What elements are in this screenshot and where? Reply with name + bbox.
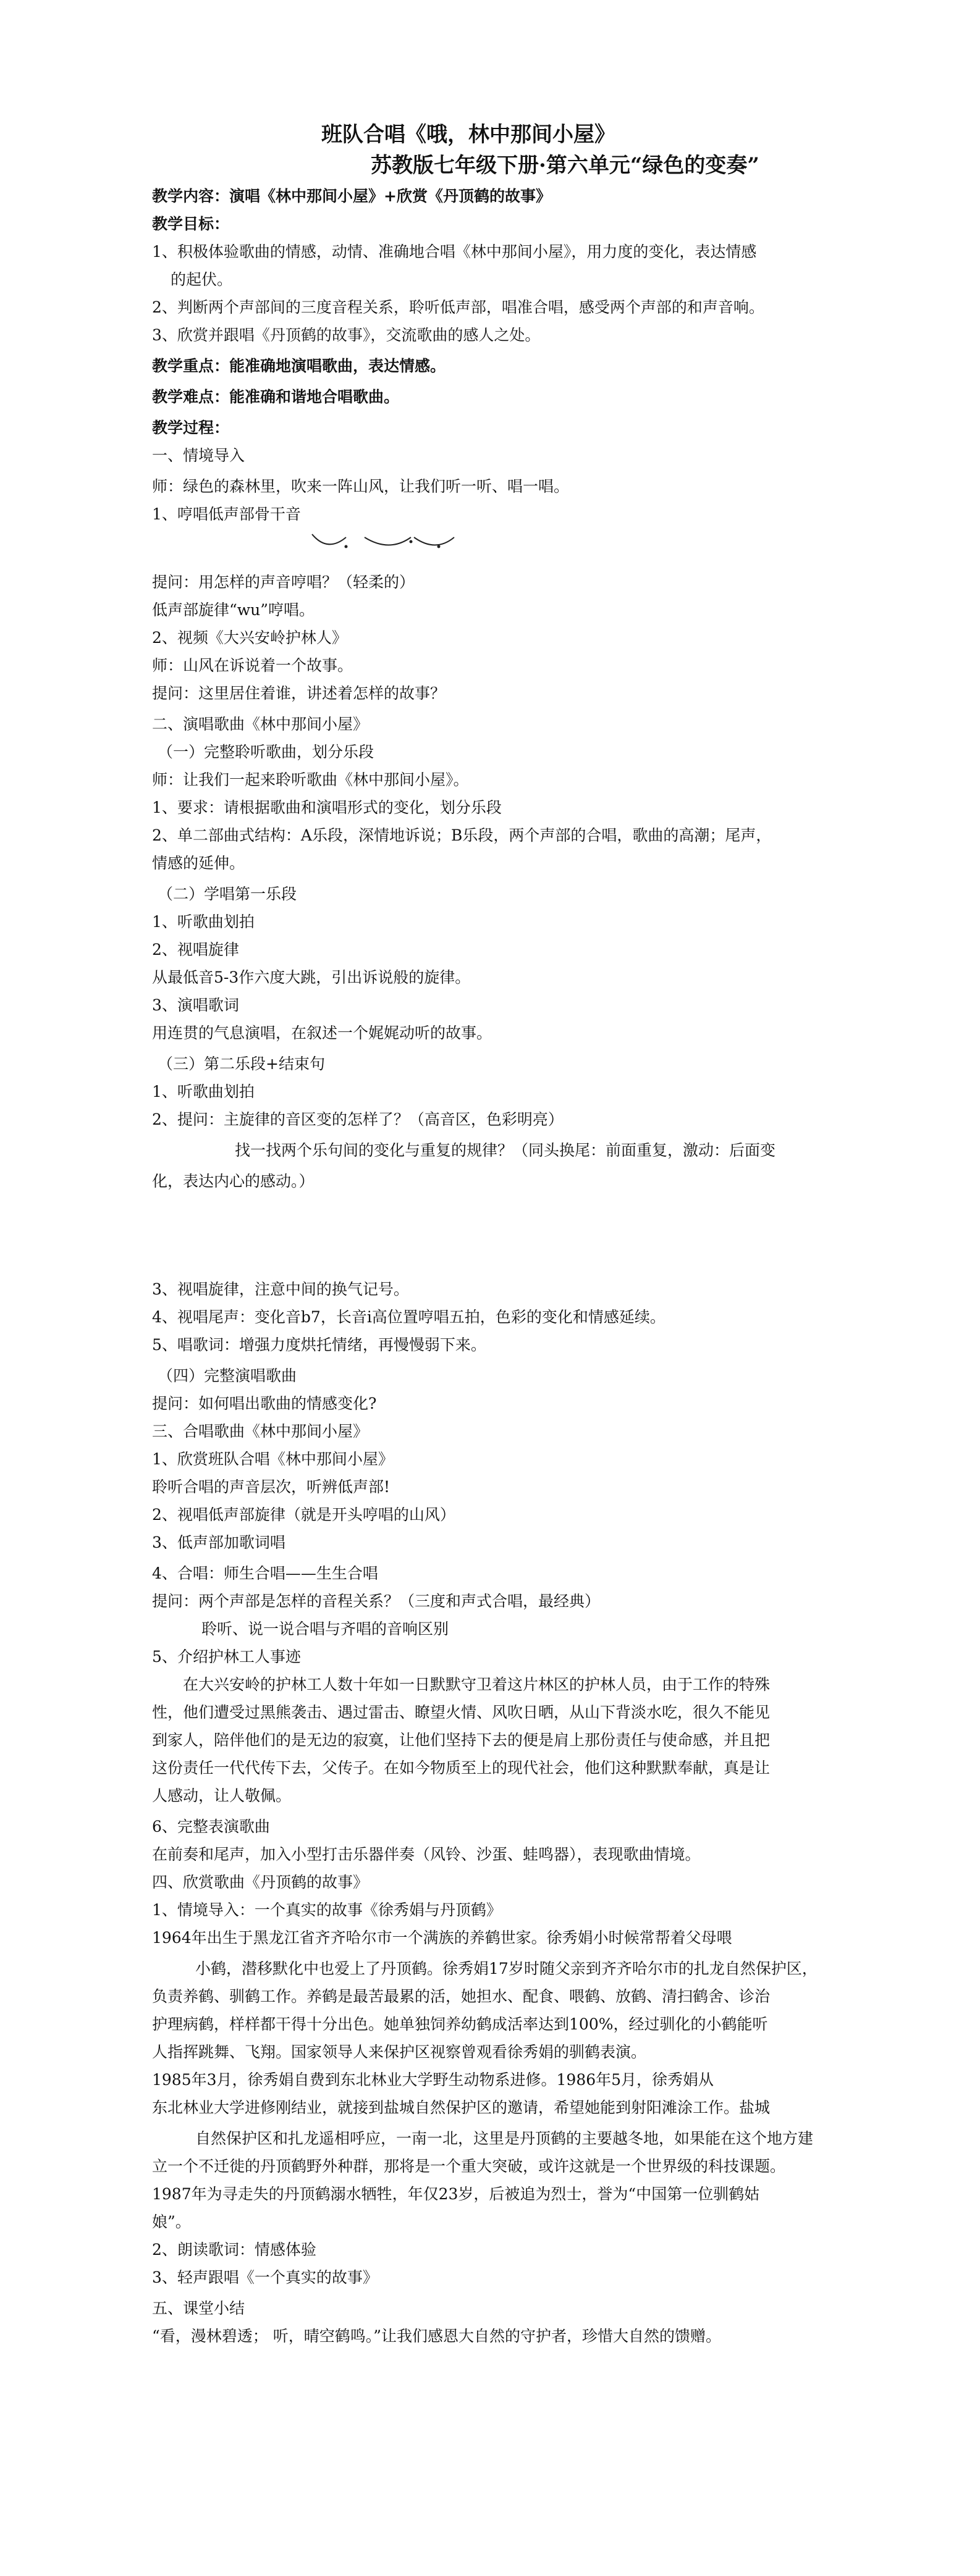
content-line: 3、轻声跟唱《一个真实的故事》 [152, 2268, 378, 2286]
content-line: （一）完整聆听歌曲，划分乐段 [158, 743, 374, 761]
melody-notation [309, 528, 470, 559]
content-line: 自然保护区和扎龙遥相呼应，一南一北，这里是丹顶鹤的主要越冬地，如果能在这个地方建 [195, 2129, 814, 2147]
content-line: 3、低声部加歌词唱 [152, 1533, 285, 1551]
content-line: 1、欣赏班队合唱《林中那间小屋》 [152, 1450, 394, 1468]
content-line: 提问：用怎样的声音哼唱？（轻柔的） [152, 573, 415, 591]
content-line: 3、视唱旋律，注意中间的换气记号。 [152, 1280, 409, 1298]
content-line: 护理病鹤，样样都干得十分出色。她单独饲养幼鹤成活率达到100%，经过驯化的小鹤能听 [152, 2015, 768, 2033]
content-line: 性，他们遭受过黑熊袭击、遇过雷击、瞭望火情、风吹日晒，从山下背淡水吃，很久不能见 [152, 1703, 771, 1721]
content-line: 人指挥跳舞、飞翔。国家领导人来保护区视察曾观看徐秀娟的驯鹤表演。 [152, 2043, 647, 2061]
content-line: 教学过程： [152, 419, 230, 437]
content-line: 这份责任一代代传下去，父传子。在如今物质至上的现代社会，他们这种默默奉献，真是让 [152, 1759, 771, 1777]
content-line: 2、视唱低声部旋律（就是开头哼唱的山风） [152, 1506, 455, 1524]
content-line: （二）学唱第一乐段 [158, 885, 297, 903]
content-line: 教学目标： [152, 215, 230, 233]
content-line: 从最低音5-3作六度大跳，引出诉说般的旋律。 [152, 968, 471, 986]
content-line: （三）第二乐段+结束句 [158, 1055, 325, 1073]
content-line: 师：绿色的森林里，吹来一阵山风，让我们听一听、唱一唱。 [152, 477, 570, 495]
content-line: 教学难点：能准确和谐地合唱歌曲。 [152, 388, 400, 406]
content-line: 情感的延伸。 [152, 854, 245, 872]
content-line: 找一找两个乐句间的变化与重复的规律？（同头换尾：前面重复，激动：后面变 [235, 1141, 776, 1159]
title-line-2: 苏教版七年级下册·第六单元“绿色的变奏” [371, 153, 759, 178]
content-line: 1、听歌曲划拍 [152, 913, 255, 931]
content-line: 2、视唱旋律 [152, 941, 239, 959]
content-line: 1987年为寻走失的丹顶鹤溺水牺牲，年仅23岁，后被追为烈士，誉为“中国第一位驯鹤姑 [152, 2185, 760, 2203]
content-line: 提问：两个声部是怎样的音程关系？（三度和声式合唱，最经典） [152, 1592, 601, 1610]
content-line: 到家人，陪伴他们的是无边的寂寞，让他们坚持下去的便是肩上那份责任与使命感，并且把 [152, 1731, 771, 1749]
content-line: 化，表达内心的感动。） [152, 1172, 315, 1190]
content-line: 2、视频《大兴安岭护林人》 [152, 629, 347, 647]
content-line: 三、合唱歌曲《林中那间小屋》 [152, 1422, 369, 1440]
content-line: 2、提问：主旋律的音区变的怎样了？（高音区，色彩明亮） [152, 1110, 564, 1128]
content-line: （四）完整演唱歌曲 [158, 1367, 297, 1385]
content-line: 低声部旋律“wu”哼唱。 [152, 601, 315, 619]
content-line: 1、要求：请根据歌曲和演唱形式的变化，划分乐段 [152, 799, 502, 816]
content-line: 1、哼唱低声部骨干音 [152, 505, 301, 523]
content-line: 负责养鹤、驯鹤工作。养鹤是最苦最累的活，她担水、配食、喂鹤、放鹤、清扫鹤舍、诊治 [152, 1987, 771, 2005]
content-line: “看，漫林碧透； 听，晴空鹤鸣。”让我们感恩大自然的守护者，珍惜大自然的馈赠。 [152, 2327, 722, 2345]
content-line: 2、朗读歌词：情感体验 [152, 2241, 316, 2259]
content-line: 小鹤，潜移默化中也爱上了丹顶鹤。徐秀娟17岁时随父亲到齐齐哈尔市的扎龙自然保护区， [195, 1960, 817, 1978]
content-line: 的起伏。 [171, 271, 233, 288]
content-line: 教学内容：演唱《林中那间小屋》+欣赏《丹顶鹤的故事》 [152, 187, 551, 205]
title-line-1: 班队合唱《哦，林中那间小屋》 [321, 122, 615, 147]
content-line: 二、演唱歌曲《林中那间小屋》 [152, 715, 369, 733]
content-line: 1、听歌曲划拍 [152, 1083, 255, 1101]
content-line: 3、演唱歌词 [152, 996, 239, 1014]
content-line: 师：山风在诉说着一个故事。 [152, 657, 353, 674]
content-line: 立一个不迁徙的丹顶鹤野外种群，那将是一个重大突破，或许这就是一个世界级的科技课题。 [152, 2157, 786, 2175]
content-line: 一、情境导入 [152, 447, 245, 464]
content-line: 四、欣赏歌曲《丹顶鹤的故事》 [152, 1873, 369, 1891]
content-line: 2、单二部曲式结构：A乐段，深情地诉说；B乐段，两个声部的合唱，歌曲的高潮；尾声， [152, 826, 772, 844]
content-line: 3、欣赏并跟唱《丹顶鹤的故事》，交流歌曲的感人之处。 [152, 326, 541, 344]
content-line: 5、介绍护林工人事迹 [152, 1648, 301, 1666]
content-line: 聆听合唱的声音层次，听辨低声部! [152, 1478, 391, 1496]
content-line: 人感动，让人敬佩。 [152, 1787, 292, 1805]
content-line: 1、积极体验歌曲的情感，动情、准确地合唱《林中那间小屋》，用力度的变化，表达情感 [152, 243, 757, 261]
content-line: 在前奏和尾声，加入小型打击乐器伴奏（风铃、沙蛋、蛙鸣器），表现歌曲情境。 [152, 1845, 701, 1863]
content-line: 2、判断两个声部间的三度音程关系，聆听低声部，唱准合唱，感受两个声部的和声音响。 [152, 298, 764, 316]
content-line: 1985年3月，徐秀娟自费到东北林业大学野生动物系进修。1986年5月，徐秀娟从 [152, 2071, 714, 2089]
content-line: 用连贯的气息演唱，在叙述一个娓娓动听的故事。 [152, 1024, 492, 1042]
content-line: 聆听、说一说合唱与齐唱的音响区别 [201, 1620, 449, 1638]
content-line: 4、视唱尾声：变化音b7，长音i高位置哼唱五拍，色彩的变化和情感延续。 [152, 1308, 665, 1326]
content-line: 4、合唱：师生合唱——生生合唱 [152, 1564, 378, 1582]
content-line: 1、情境导入：一个真实的故事《徐秀娟与丹顶鹤》 [152, 1901, 502, 1919]
content-line: 在大兴安岭的护林工人数十年如一日默默守卫着这片林区的护林人员，由于工作的特殊 [183, 1676, 771, 1693]
content-line: 东北林业大学进修刚结业，就接到盐城自然保护区的邀请，希望她能到射阳滩涂工作。盐城 [152, 2099, 771, 2117]
content-line: 教学重点：能准确地演唱歌曲，表达情感。 [152, 357, 446, 375]
content-line: 提问：如何唱出歌曲的情感变化? [152, 1395, 377, 1412]
content-line: 6、完整表演歌曲 [152, 1818, 270, 1836]
content-line: 五、课堂小结 [152, 2299, 245, 2317]
content-line: 5、唱歌词：增强力度烘托情绪，再慢慢弱下来。 [152, 1336, 486, 1354]
content-line: 师：让我们一起来聆听歌曲《林中那间小屋》。 [152, 771, 469, 789]
content-line: 娘”。 [152, 2213, 191, 2231]
content-line: 提问：这里居住着谁，讲述着怎样的故事？ [152, 684, 446, 702]
content-line: 1964年出生于黑龙江省齐齐哈尔市一个满族的养鹤世家。徐秀娟小时候常帮着父母喂 [152, 1929, 732, 1947]
